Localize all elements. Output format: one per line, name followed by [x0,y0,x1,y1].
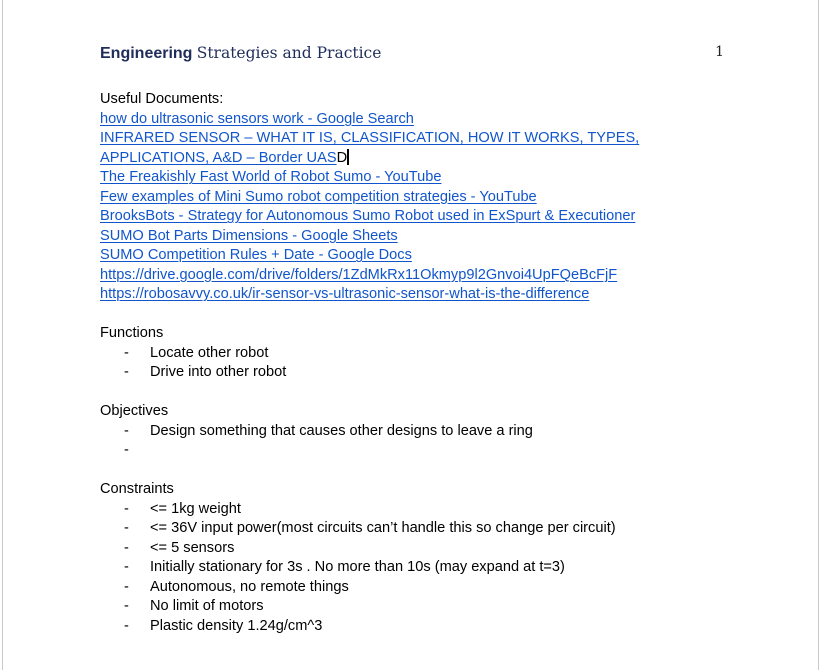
objectives-item-empty [100,441,740,461]
link-google-drive-folder[interactable]: https://drive.google.com/drive/folders/1ZdMkRx11Okmyp9l2Gnvoi4UpFQeBcFjF [100,266,618,283]
bullet-dash: - [124,539,129,556]
bullet-dash: - [124,520,129,536]
document-page[interactable] [2,0,819,670]
title-rest-part: Strategies and Practice [196,44,382,62]
bullet-dash: - [124,578,129,595]
link-brooksbots-strategy[interactable]: BrooksBots - Strategy for Autonomous Sumo Robot used in ExSpurt & Executioner [100,208,636,224]
objectives-item [100,422,740,442]
functions-heading: Functions [100,325,164,341]
constraints-item [100,578,740,598]
link-ultrasonic-search[interactable]: how do ultrasonic sensors work - Google Search [100,110,414,127]
document-body[interactable] [100,90,740,636]
useful-documents-heading: Useful Documents: [100,91,224,107]
bullet-text: Design something that causes other designs to leave a ring [150,422,533,439]
page-number: 1 [715,44,724,60]
bullet-text: <= 5 sensors [150,539,235,556]
spacer [100,383,740,403]
bullet-text: Plastic density 1.24g/cm^3 [150,617,323,634]
link-robosavvy-article[interactable]: https://robosavvy.co.uk/ir-sensor-vs-ultrasonic-sensor-what-is-the-difference [100,286,590,302]
document-title [100,42,381,65]
functions-item [100,344,740,364]
spacer [100,305,740,325]
bullet-text: No limit of motors [150,598,264,614]
functions-item [100,363,740,383]
bullet-text: Locate other robot [150,344,269,361]
link-parts-dimensions-sheet[interactable]: SUMO Bot Parts Dimensions - Google Sheets [100,227,398,244]
bullet-text: Autonomous, no remote things [150,578,349,595]
bullet-dash: - [124,598,129,614]
bullet-dash: - [124,364,129,380]
constraints-item [100,519,740,539]
bullet-text: <= 36V input power(most circuits can’t handle this so change per circuit) [150,520,616,536]
bullet-text: Initially stationary for 3s . No more than 10s (may expand at t=3) [150,559,565,575]
bullet-dash: - [124,617,129,634]
objectives-heading: Objectives [100,403,169,419]
bullet-text: Drive into other robot [150,364,287,380]
title-bold-part: Engineering [100,45,193,62]
bullet-dash: - [124,422,129,439]
text-cursor [347,149,349,165]
bullet-dash: - [124,344,129,361]
typed-suffix: D [336,149,348,166]
page-header [100,42,724,66]
constraints-item [100,539,740,559]
constraints-heading: Constraints [100,481,174,497]
bullet-dash: - [124,559,129,575]
bullet-dash: - [124,442,129,458]
constraints-item [100,558,740,578]
link-infrared-sensor-line2[interactable]: APPLICATIONS, A&D – Border UAS [100,149,337,166]
link-robot-sumo-youtube[interactable]: The Freakishly Fast World of Robot Sumo - YouTube [100,169,442,185]
spacer [100,461,740,481]
link-competition-rules-doc[interactable]: SUMO Competition Rules + Date - Google Docs [100,247,412,263]
constraints-item [100,617,740,637]
bullet-text: <= 1kg weight [150,500,241,517]
link-mini-sumo-strategies[interactable]: Few examples of Mini Sumo robot competition strategies - YouTube [100,188,537,205]
link-infrared-sensor-line1[interactable]: INFRARED SENSOR – WHAT IT IS, CLASSIFICATION, HOW IT WORKS, TYPES, [100,130,640,146]
constraints-item [100,597,740,617]
constraints-item [100,500,740,520]
bullet-dash: - [124,500,129,517]
